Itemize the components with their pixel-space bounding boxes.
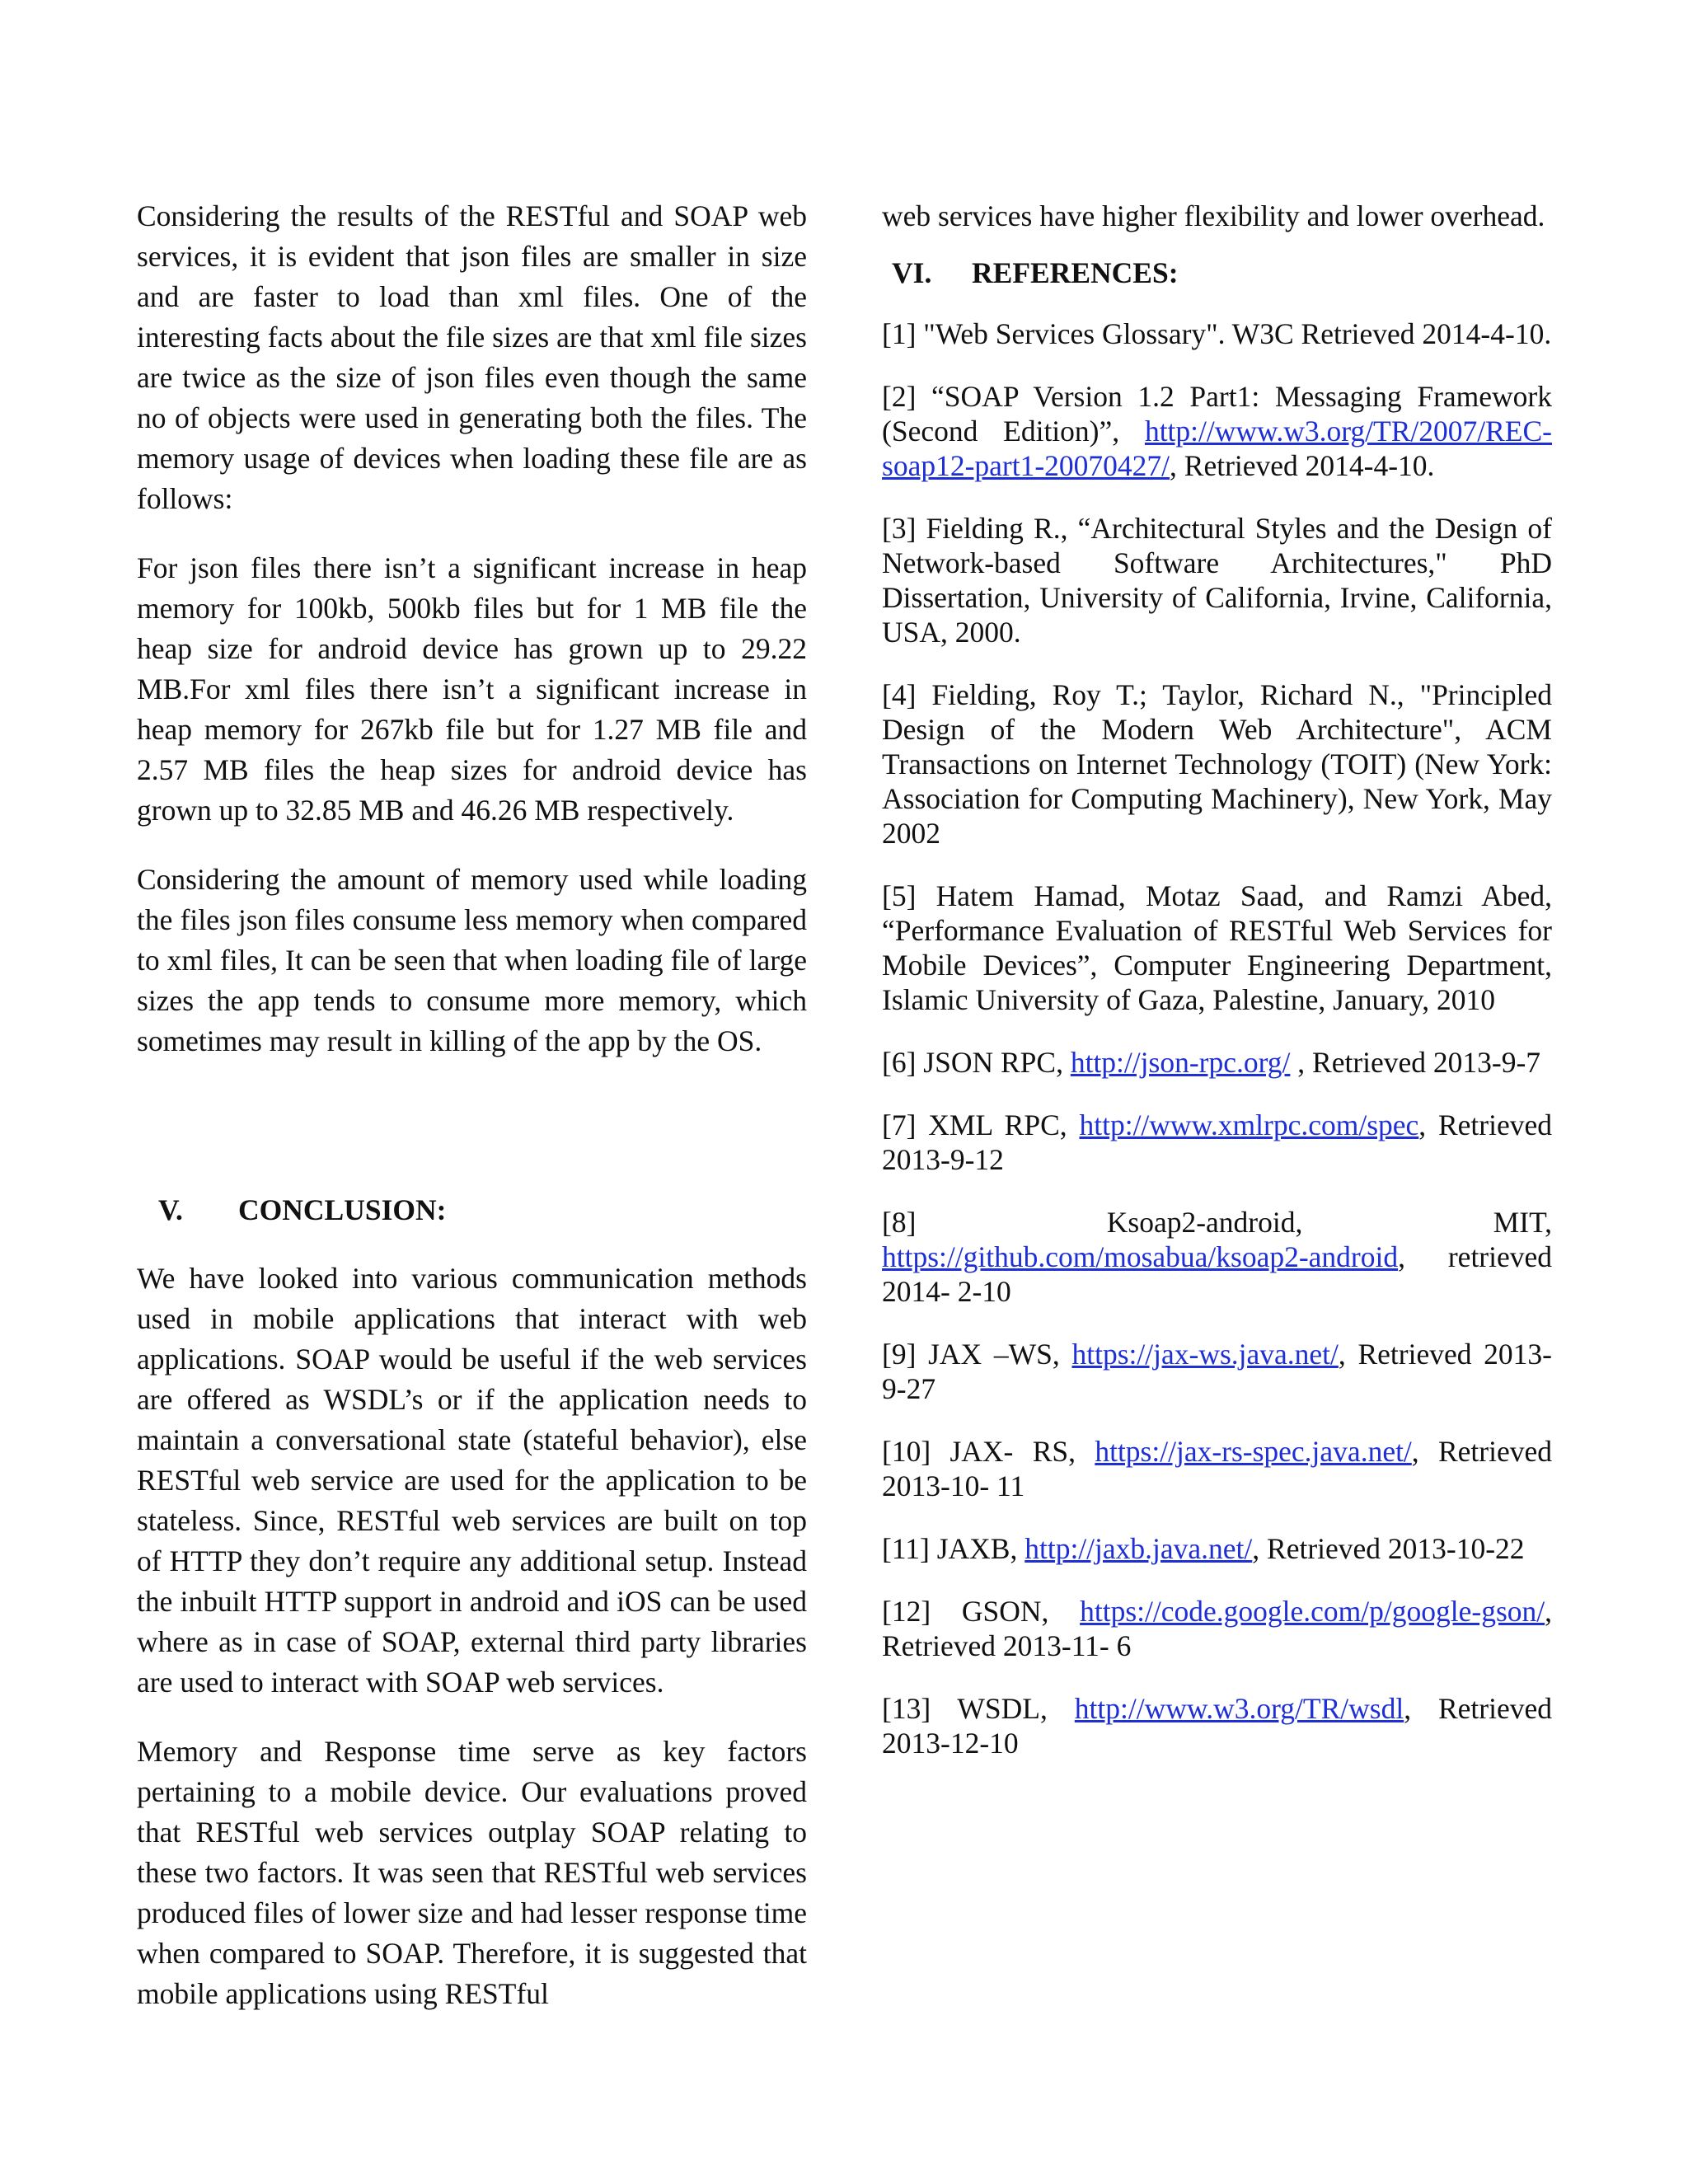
reference-text: [7] XML RPC, (882, 1108, 1080, 1141)
reference-item (882, 1205, 1552, 1309)
conclusion-heading (158, 1190, 446, 1230)
reference-text: [11] JAXB, (882, 1532, 1025, 1565)
reference-item (882, 1434, 1552, 1503)
reference-suffix: , Retrieved 2014-4-10. (1170, 449, 1435, 482)
reference-suffix: , Retrieved 2013-10- 11 (882, 1435, 1552, 1502)
reference-item (882, 1594, 1552, 1663)
reference-item (882, 1691, 1552, 1760)
reference-item (882, 1045, 1552, 1080)
reference-text: [10] JAX- RS, (882, 1435, 1095, 1468)
reference-item (882, 1337, 1552, 1406)
references-heading-number: VI. (892, 256, 932, 289)
conclusion-heading-title: CONCLUSION: (238, 1193, 447, 1226)
reference-item (882, 316, 1552, 351)
continuation-paragraph: web services have higher flexibility and lower overhead. (882, 199, 1545, 232)
reference-suffix: , Retrieved 2013-9-27 (882, 1338, 1553, 1405)
reference-text: [5] Hatem Hamad, Motaz Saad, and Ramzi Abed, “Performance Evaluation of RESTful Web Services for Mobile Devices”, Computer Engineering Department, Islamic University of Gaza, Palestine, January, 2010 (882, 879, 1552, 1016)
reference-suffix: , Retrieved 2013-9-12 (882, 1108, 1552, 1176)
reference-text: [3] Fielding R., “Architectural Styles and the Design of Network-based Software Architectures," PhD Dissertation, University of California, Irvine, California, USA, 2000. (882, 512, 1552, 649)
reference-list (882, 316, 1552, 1760)
reference-text: [9] JAX –WS, (882, 1338, 1072, 1371)
reference-suffix: , Retrieved 2013-12-10 (882, 1692, 1552, 1760)
reference-text: [2] “SOAP Version 1.2 Part1: Messaging Framework (Second Edition)”, (882, 380, 1552, 448)
reference-text: [13] WSDL, (882, 1692, 1075, 1725)
reference-item (882, 677, 1552, 851)
reference-text: [4] Fielding, Roy T.; Taylor, Richard N., "Principled Design of the Modern Web Architecture", ACM Transactions on Internet Technology (TOIT) (New York: Association for Computing Machinery), New York, May 2002 (882, 678, 1552, 850)
reference-item (882, 1531, 1552, 1566)
results-paragraph: Considering the results of the RESTful and SOAP web services, it is evident that json files are smaller in size and are faster to load than xml files. One of the interesting facts about the file sizes are that xml file sizes are twice as the size of json files even though the same no of objects were used in generating both the files. The memory usage of devices when loading these file are as follows: (137, 199, 807, 515)
reference-item (882, 379, 1552, 483)
heap-memory-paragraph: For json files there isn’t a significant increase in heap memory for 100kb, 500kb files but for 1 MB file the heap size for android device has grown up to 29.22 MB.For xml files there isn’t a significant increase in heap memory for 267kb file but for 1.27 MB file and 2.57 MB files the heap sizes for android device has grown up to 32.85 MB and 46.26 MB respectively. (137, 551, 807, 827)
reference-link[interactable]: http://jaxb.java.net/ (1025, 1532, 1253, 1565)
reference-suffix: , Retrieved 2013-9-7 (1290, 1046, 1541, 1079)
reference-link[interactable]: https://github.com/mosabua/ksoap2-android (882, 1240, 1399, 1273)
reference-link[interactable]: http://www.xmlrpc.com/spec (1079, 1108, 1419, 1141)
reference-link[interactable]: http://www.w3.org/TR/wsdl (1074, 1692, 1404, 1725)
conclusion-heading-number: V. (158, 1193, 183, 1226)
reference-suffix: , retrieved 2014- 2-10 (882, 1240, 1552, 1308)
reference-text: [1] "Web Services Glossary". W3C Retrieved 2014-4-10. (882, 317, 1552, 350)
reference-item (882, 511, 1552, 649)
reference-link[interactable]: http://json-rpc.org/ (1070, 1046, 1291, 1079)
reference-link[interactable]: https://jax-ws.java.net/ (1071, 1338, 1339, 1371)
reference-link[interactable]: http://www.w3.org/TR/2007/REC-soap12-part1-20070427/ (882, 415, 1552, 482)
reference-link[interactable]: https://jax-rs-spec.java.net/ (1095, 1435, 1412, 1468)
reference-suffix: , Retrieved 2013-11- 6 (882, 1595, 1552, 1662)
reference-item (882, 1108, 1552, 1177)
conclusion-paragraph-1: We have looked into various communication methods used in mobile applications that interact with web applications. SOAP would be useful if the web services are offered as WSDL’s or if the application needs to maintain a conversational state (stateful behavior), else RESTful web service are used for the application to be stateless. Since, RESTful web services are built on top of HTTP they don’t require any additional setup. Instead the inbuilt HTTP support in android and iOS can be used where as in case of SOAP, external third party libraries are used to interact with SOAP web services. (137, 1262, 807, 1699)
reference-text: [12] GSON, (882, 1595, 1081, 1628)
reference-text: [6] JSON RPC, (882, 1046, 1071, 1079)
reference-link[interactable]: https://code.google.com/p/google-gson/ (1080, 1595, 1545, 1628)
conclusion-paragraph-2: Memory and Response time serve as key factors pertaining to a mobile device. Our evaluations proved that RESTful web services outplay SOAP relating to these two factors. It was seen that RESTful web services produced files of lower size and had lesser response time when compared to SOAP. Therefore, it is suggested that mobile applications using RESTful (137, 1735, 807, 2010)
references-heading (892, 253, 1552, 293)
reference-item (882, 879, 1552, 1017)
references-heading-title: REFERENCES: (972, 256, 1179, 289)
conclusion-body (137, 1258, 807, 2043)
memory-usage-paragraph: Considering the amount of memory used while loading the files json files consume less memory when compared to xml files, It can be seen that when loading file of large sizes the app tends to consume more memory, which sometimes may result in killing of the app by the OS. (137, 863, 807, 1057)
reference-text: [8] Ksoap2-android, MIT, (882, 1206, 1552, 1239)
reference-suffix: , Retrieved 2013-10-22 (1252, 1532, 1525, 1565)
right-column (882, 196, 1552, 1788)
left-column (137, 196, 807, 1090)
